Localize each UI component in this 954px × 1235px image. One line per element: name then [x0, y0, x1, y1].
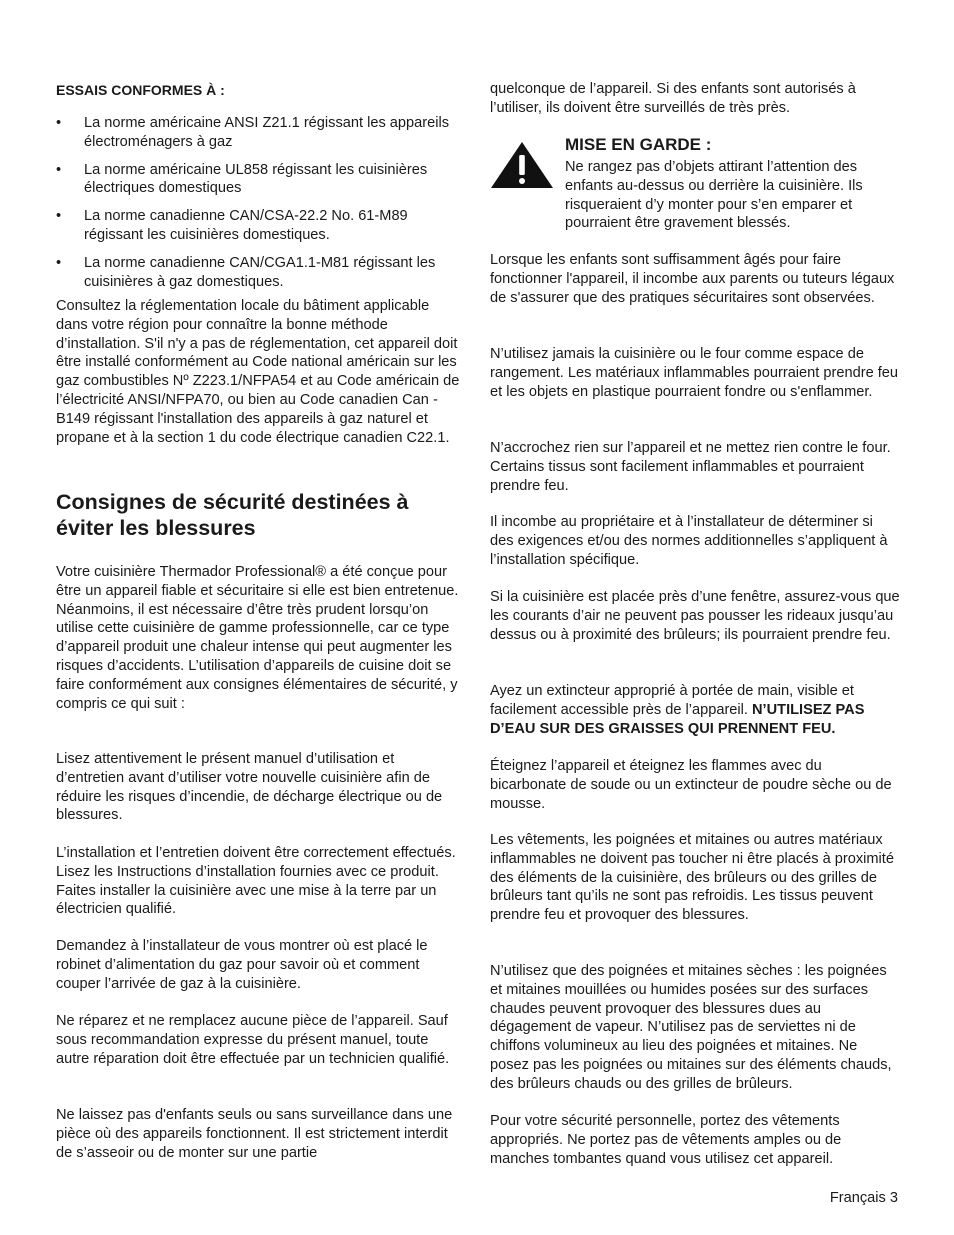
extinguisher-paragraph — [490, 682, 900, 738]
paragraph: Ne laissez pas d'enfants seuls ou sans surveillance dans une pièce où des appareils fonctionnent. Il est strictement interdit de s’asseoir ou de monter sur une partie — [56, 1107, 453, 1161]
bold-warning-text: N’UTILISEZ PAS D’EAU SUR DES GRAISSES QUI PRENNENT FEU. — [490, 701, 865, 737]
paragraph: Éteignez l’appareil et éteignez les flammes avec du bicarbonate de soude ou un extincteur de poudre sèche ou de mousse. — [490, 758, 892, 812]
regulation-paragraph: Consultez la réglementation locale du bâtiment applicable dans votre région pour connaître la bonne méthode d’installation. S'il n'y a pas de réglementation, cet appareil doit être installé conformément au Code national américain sur les gaz combustibles Nº Z223.1/NFPA54 et au Code américain de l’électricité ANSI/NFPA70, ou bien au Code canadien Can - B149 régissant l'installation des appareils à gaz naturel et propane et à la section 1 du code électrique canadien C22.1. — [56, 298, 460, 446]
warning-title: MISE EN GARDE : — [565, 135, 712, 154]
warning-text: Ne rangez pas d’objets attirant l’attention des enfants au-dessus ou derrière la cuisinière. Ils risqueraient d’y monter pour s’en emparer et pourraient être gravement blessés. — [565, 159, 863, 232]
paragraph: Demandez à l’installateur de vous montrer où est placé le robinet d’alimentation du gaz pour savoir où et comment couper l’arrivée de gaz à la cuisinière. — [56, 938, 428, 992]
tests-heading: ESSAIS CONFORMES À : — [56, 82, 225, 98]
warning-triangle-icon — [490, 141, 554, 189]
paragraph-text: Ayez un extincteur approprié à portée de main, visible et facilement accessible près de l’appareil. — [490, 683, 854, 718]
standards-list — [56, 114, 464, 300]
paragraph: L’installation et l’entretien doivent être correctement effectués. Lisez les Instructions d’installation fournies avec ce produit. Faites installer la cuisinière avec une mise à la terre par un électricien qualifié. — [56, 845, 456, 918]
paragraph: N’accrochez rien sur l’appareil et ne mettez rien contre le four. Certains tissus sont facilement inflammables et pourraient prendre feu. — [490, 440, 891, 494]
paragraph: Il incombe au propriétaire et à l’installateur de déterminer si des exigences et/ou des normes additionnelles s’appliquent à l’installation spécifique. — [490, 514, 888, 568]
paragraph: Votre cuisinière Thermador Professional® a été conçue pour être un appareil fiable et sécuritaire si elle est bien entretenue. Néanmoins, il est nécessaire d’être très prudent lorsqu’on utilise cette cuisinière de gamme professionnelle, car ce type d’appareil produit une chaleur intense qui peut augmenter les risques d’accidents. L’utilisation d’appareils de cuisine doit se faire conformément aux consignes élémentaires de sécurité, y compris ce qui suit : — [56, 564, 459, 712]
paragraph: Les vêtements, les poignées et mitaines ou autres matériaux inflammables ne doivent pas toucher ni être placés à proximité des éléments de la cuisinière, des brûleurs ou des grilles de brûleurs tant qu’ils ne sont pas refroidis. Les tissus peuvent prendre feu et provoquer des blessures. — [490, 832, 894, 924]
list-item: • La norme canadienne CAN/CGA1.1-M81 régissant les cuisinières à gaz domestiques. — [56, 254, 464, 292]
list-item: • La norme américaine UL858 régissant les cuisinières électriques domestiques — [56, 161, 464, 199]
list-item: • La norme canadienne CAN/CSA-22.2 No. 61-M89 régissant les cuisinières domestiques. — [56, 207, 464, 245]
paragraph: Lisez attentivement le présent manuel d’utilisation et d’entretien avant d’utiliser votre nouvelle cuisinière afin de réduire les risques d’incendie, de décharge électrique ou de blessures. — [56, 751, 443, 824]
paragraph: Ne réparez et ne remplacez aucune pièce de l’appareil. Sauf sous recommandation expresse du présent manuel, toute autre réparation doit être effectuée par un technicien qualifié. — [56, 1013, 450, 1067]
continued-paragraph: quelconque de l’appareil. Si des enfants sont autorisés à l’utiliser, ils doivent être surveillés de très près. — [490, 81, 856, 116]
paragraph: N’utilisez que des poignées et mitaines sèches : les poignées et mitaines mouillées ou humides posées sur des surfaces chaudes peuvent provoquer des blessures dues au dégagement de vapeur. N’utilisez pas de serviettes ni de chiffons volumineux au lieu des poignées et mitaines. Ne posez pas les poignées ou mitaines sur des éléments chauds, des brûleurs chauds ou des grilles de brûleurs. — [490, 963, 892, 1092]
section-title: Consignes de sécurité destinées à éviter les blessures — [56, 490, 409, 540]
paragraph: N’utilisez jamais la cuisinière ou le four comme espace de rangement. Les matériaux inflammables pourraient prendre feu et les objets en plastique pourraient fondre ou s'enflammer. — [490, 346, 899, 400]
paragraph: Pour votre sécurité personnelle, portez des vêtements appropriés. Ne portez pas de vêtements amples ou de manches tombantes quand vous utilisez cet appareil. — [490, 1113, 842, 1167]
page-number: Français 3 — [829, 1190, 898, 1206]
paragraph: Lorsque les enfants sont suffisamment âgés pour faire fonctionner l'appareil, il incombe aux parents ou tuteurs légaux de s'assurer que des pratiques sécuritaires sont observées. — [490, 252, 895, 306]
paragraph: Si la cuisinière est placée près d’une fenêtre, assurez-vous que les courants d’air ne peuvent pas pousser les rideaux jusqu’au dessus ou à proximité des brûleurs; ils pourraient prendre feu. — [490, 589, 900, 643]
list-item: • La norme américaine ANSI Z21.1 régissant les appareils électroménagers à gaz — [56, 114, 464, 152]
